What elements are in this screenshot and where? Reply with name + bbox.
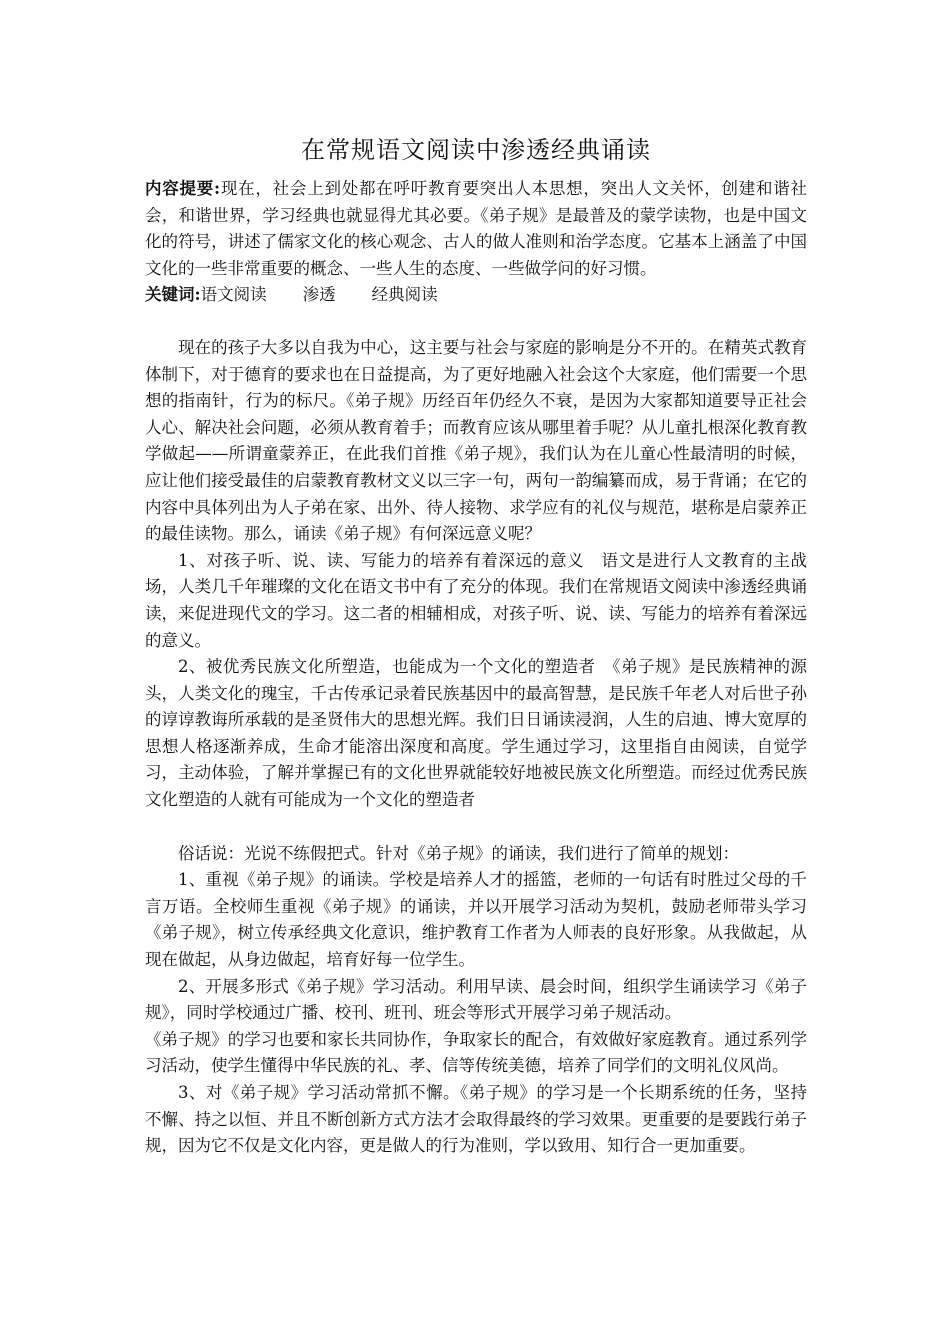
spacer [145, 814, 807, 841]
plan-intro-paragraph: 俗话说：光说不练假把式。针对《弟子规》的诵读，我们进行了简单的规划： [178, 843, 739, 863]
abstract-text: 现在，社会上到处都在呼吁教育要突出人本思想，突出人文关怀，创建和谐社会，和谐世界，学习经典也就显得尤其必要。《弟子规》是最普及的蒙学读物，也是中国文化的符号，讲述了儒家文化的核心观念、古人的做人准则和治学态度。它基本上涵盖了中国文化的一些非常重要的概念、一些人生的态度、一些做学问的好习惯。 [145, 179, 808, 278]
document-content [145, 130, 807, 1160]
keyword-item: 渗透 [302, 285, 336, 305]
page-title: 在常规语文阅读中渗透经典诵读 [301, 136, 651, 164]
keywords-row [145, 282, 807, 309]
keywords-label: 关键词 [145, 285, 195, 305]
abstract-colon: : [214, 179, 221, 198]
keywords-colon: : [194, 285, 201, 305]
spacer [145, 309, 807, 335]
plan-2-continued-paragraph: 《弟子规》的学习也要和家长共同协作，争取家长的配合，有效做好家庭教育。通过系列学习活动，使学生懂得中华民族的礼、孝、信等传统美德，培养了同学们的文明礼仪风尚。 [145, 1029, 807, 1076]
keyword-item: 经典阅读 [371, 285, 438, 305]
abstract-paragraph [145, 176, 807, 282]
plan-1-paragraph: 1、重视《弟子规》的诵读。学校是培养人才的摇篮，老师的一句话有时胜过父母的千言万语。全校师生重视《弟子规》的诵读，并以开展学习活动为契机，鼓励老师带头学习《弟子规》，树立传承经典文化意识，维护教育工作者为人师表的良好形象。从我做起，从现在做起，从身边做起，培育好每一位学生。 [145, 870, 807, 970]
point-1-paragraph: 1、对孩子听、说、读、写能力的培养有着深远的意义 语文是进行人文教育的主战场，人类几千年璀璨的文化在语文书中有了充分的体现。我们在常规语文阅读中渗透经典诵读，来促进现代文的学习。这二者的相辅相成，对孩子听、说、读、写能力的培养有着深远的意义。 [145, 550, 807, 650]
intro-paragraph: 现在的孩子大多以自我为中心，这主要与社会与家庭的影响是分不开的。在精英式教育体制下，对于德育的要求也在日益提高，为了更好地融入社会这个大家庭，他们需要一个思想的指南针，行为的标尺。《弟子规》历经百年仍经久不衰，是因为大家都知道要导正社会人心、解决社会问题，必须从教育着手；而教育应该从哪里着手呢？从儿童扎根深化教育教学做起——所谓童蒙养正，在此我们首推《弟子规》，我们认为在儿童心性最清明的时候，应让他们接受最佳的启蒙教育教材文义以三字一句，两句一韵编纂而成，易于背诵；在它的内容中具体列出为人子弟在家、出外、待人接物、求学应有的礼仪与规范，堪称是启蒙养正的最佳读物。那么，诵读《弟子规》有何深远意义呢？ [145, 337, 807, 544]
keyword-item: 语文阅读 [200, 285, 267, 305]
abstract-label: 内容提要 [145, 179, 215, 198]
plan-3-paragraph: 3、对《弟子规》学习活动常抓不懈。《弟子规》的学习是一个长期系统的任务，坚持不懈、持之以恒、并且不断创新方式方法才会取得最终的学习效果。更重要的是要践行弟子规，因为它不仅是文化内容，更是做人的行为准则，学以致用、知行合一更加重要。 [145, 1083, 807, 1156]
plan-2-paragraph: 2、开展多形式《弟子规》学习活动。利用早读、晨会时间，组织学生诵读学习《弟子规》，同时学校通过广播、校刊、班刊、班会等形式开展学习弟子规活动。 [145, 976, 807, 1023]
point-2-paragraph: 2、被优秀民族文化所塑造，也能成为一个文化的塑造者 《弟子规》是民族精神的源头，人类文化的瑰宝，千古传承记录着民族基因中的最高智慧，是民族千年老人对后世子孙的谆谆教诲所承载的是圣贤伟大的思想光辉。我们日日诵读浸润，人生的启迪、博大宽厚的思想人格逐渐养成，生命才能溶出深度和高度。学生通过学习，这里指自由阅读，自觉学习，主动体验，了解并掌握已有的文化世界就能较好地被民族文化所塑造。而经过优秀民族文化塑造的人就有可能成为一个文化的塑造者 [145, 657, 807, 810]
